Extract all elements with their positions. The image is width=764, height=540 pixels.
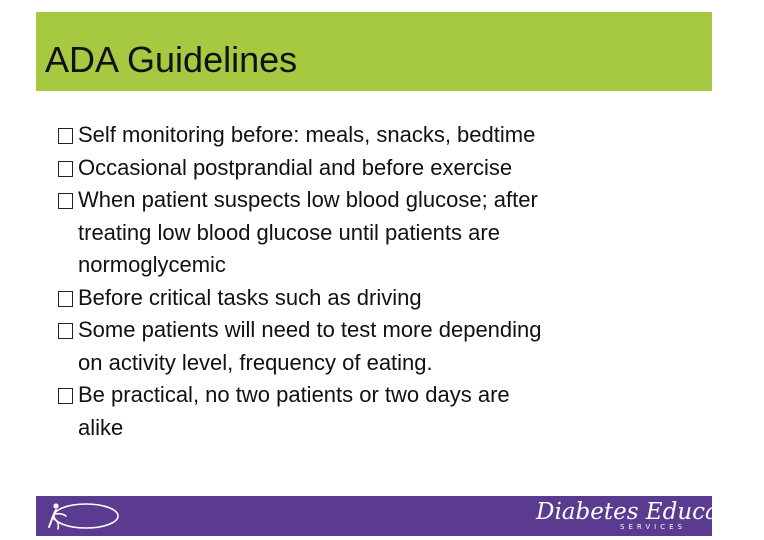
logo-caps-text: SERVICES <box>620 523 686 531</box>
bullet-line: Some patients will need to test more depending <box>78 317 542 342</box>
logo-script-text: Diabetes Education <box>536 499 764 525</box>
title-bar <box>36 12 712 91</box>
bullet-line: When patient suspects low blood glucose; after <box>78 187 538 212</box>
bullet-box-icon <box>58 128 73 144</box>
bullet-box-icon <box>58 193 73 209</box>
bullet-item <box>58 152 658 185</box>
slide-title: ADA Guidelines <box>45 39 298 80</box>
bullet-box-icon <box>58 161 73 177</box>
bullet-item <box>58 184 658 282</box>
bullet-box-icon <box>58 323 73 339</box>
bullet-list <box>58 119 658 444</box>
bullet-line: Be practical, no two patients or two days are <box>78 382 510 407</box>
diabetes-education-logo <box>536 499 764 533</box>
figure-swoosh-logo-icon <box>40 499 120 533</box>
bullet-line: on activity level, frequency of eating. <box>78 349 433 375</box>
bullet-item <box>58 379 658 444</box>
bullet-line: Occasional postprandial and before exercise <box>78 154 513 180</box>
bullet-item <box>58 282 658 315</box>
bullet-line: normoglycemic <box>78 252 226 277</box>
bullet-box-icon <box>58 291 73 307</box>
footer-bar <box>36 496 764 536</box>
bullet-item <box>58 119 658 152</box>
bullet-line: alike <box>78 414 124 440</box>
bullet-item <box>58 314 658 379</box>
bullet-line: Before critical tasks such as driving <box>78 284 422 310</box>
bullet-box-icon <box>58 388 73 404</box>
bullet-line: Self monitoring before: meals, snacks, bedtime <box>78 122 536 147</box>
bullet-line: treating low blood glucose until patients are <box>78 219 500 245</box>
